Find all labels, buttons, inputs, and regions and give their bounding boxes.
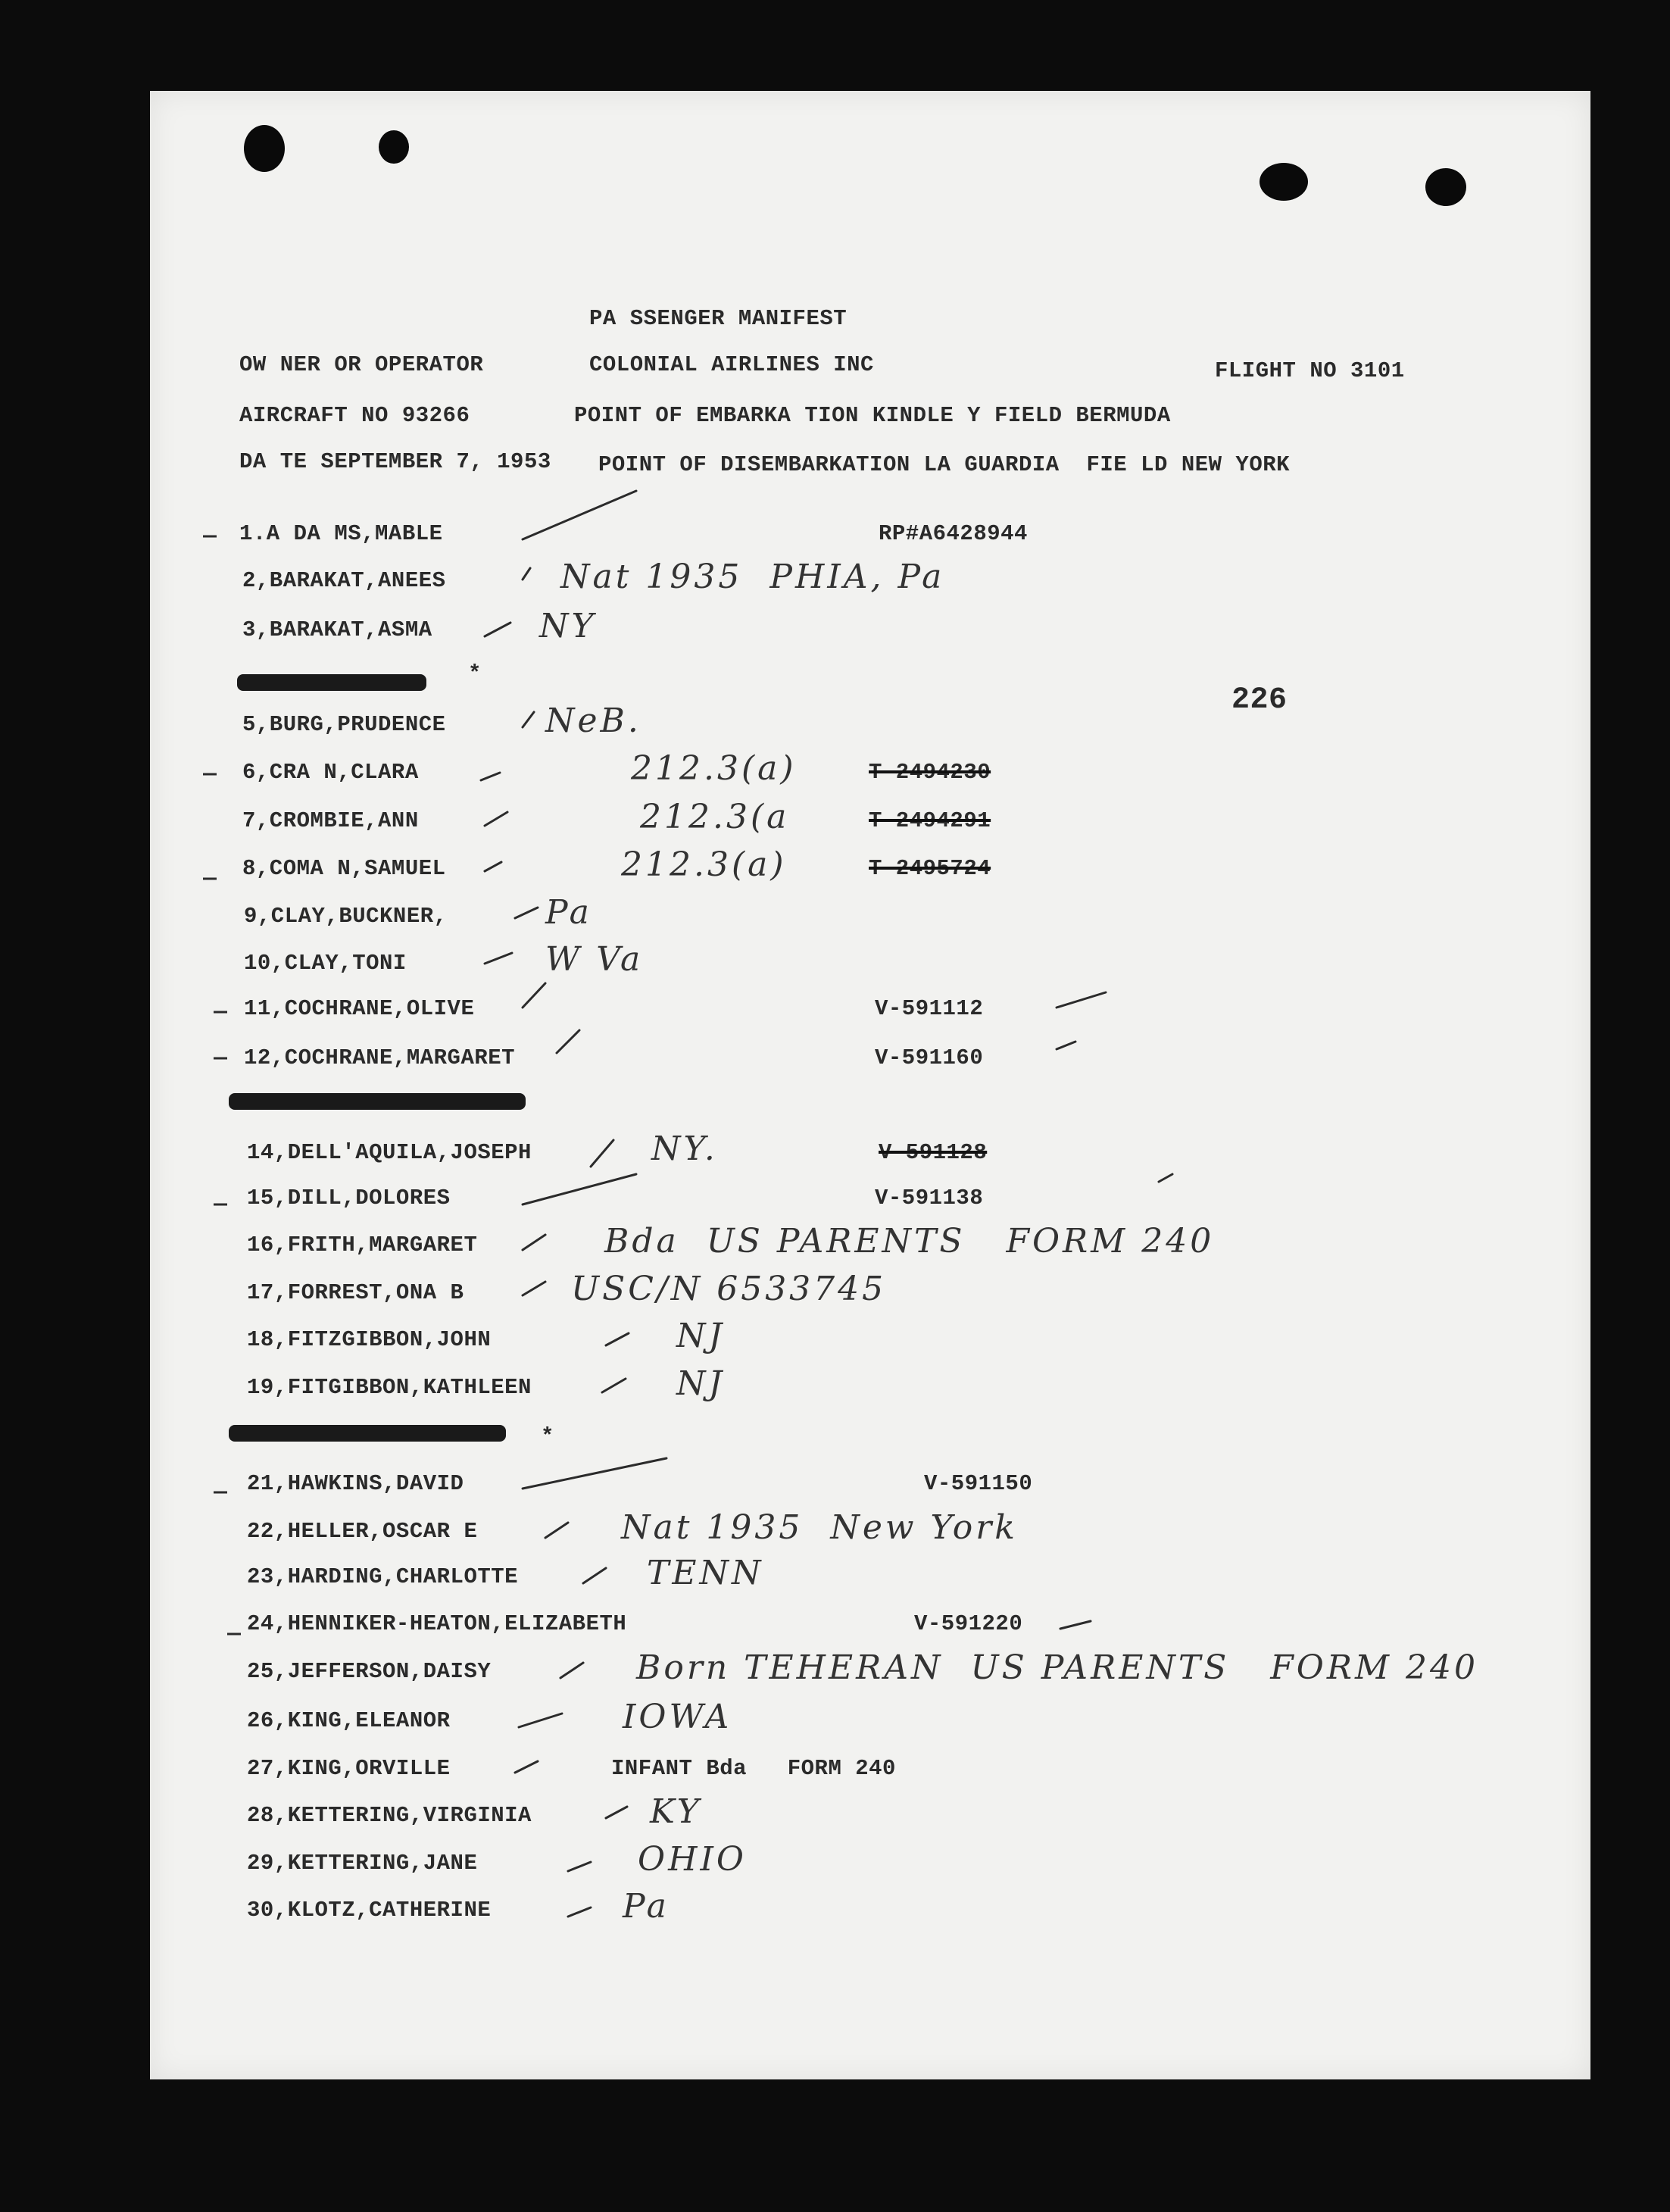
punch-hole-2: [379, 130, 409, 164]
passenger-document-number: T-2495724: [869, 856, 991, 881]
passenger-name: 24,HENNIKER-HEATON,ELIZABETH: [247, 1611, 627, 1636]
passenger-handwritten-note: Nat 1935 PHIA, Pa: [560, 558, 945, 596]
passenger-name: 5,BURG,PRUDENCE: [242, 712, 446, 737]
passenger-handwritten-note: Pa: [623, 1887, 670, 1926]
passenger-name: 16,FRITH,MARGARET: [247, 1233, 478, 1258]
passenger-name: 18,FITZGIBBON,JOHN: [247, 1327, 492, 1352]
passenger-document-number: V-591220: [914, 1611, 1023, 1636]
passenger-handwritten-note: 212.3(a): [621, 845, 787, 884]
passenger-name: 23,HARDING,CHARLOTTE: [247, 1564, 519, 1589]
manifest-page: [150, 91, 1590, 2079]
passenger-handwritten-note: IOWA: [623, 1698, 732, 1736]
passenger-document-number: T-2494230: [869, 760, 991, 785]
passenger-name: 1.A DA MS,MABLE: [239, 521, 443, 546]
aircraft-number: AIRCRAFT NO 93266: [239, 403, 470, 428]
passenger-handwritten-note: INFANT Bda FORM 240: [611, 1756, 896, 1781]
passenger-handwritten-note: Born TEHERAN US PARENTS FORM 240: [636, 1648, 1479, 1687]
passenger-handwritten-note: NeB.: [545, 701, 641, 740]
punch-hole-3: [1260, 163, 1308, 201]
disembarkation-point: POINT OF DISEMBARKATION LA GUARDIA FIE LD NEW YORK: [598, 452, 1291, 477]
passenger-name: 3,BARAKAT,ASMA: [242, 617, 432, 642]
entry-4-asterisk: *: [468, 661, 482, 686]
page-number: 226: [1231, 683, 1288, 717]
passenger-handwritten-note: 212.3(a): [631, 749, 797, 788]
passenger-document-number: T-2494291: [869, 808, 991, 833]
passenger-name: 15,DILL,DOLORES: [247, 1186, 451, 1211]
embarkation-point: POINT OF EMBARKA TION KINDLE Y FIELD BERMUDA: [574, 403, 1171, 428]
passenger-name: 6,CRA N,CLARA: [242, 760, 419, 785]
passenger-handwritten-note: W Va: [545, 940, 644, 979]
passenger-name: 28,KETTERING,VIRGINIA: [247, 1803, 532, 1828]
passenger-name: 12,COCHRANE,MARGARET: [244, 1045, 516, 1070]
passenger-document-number: V-591138: [875, 1186, 984, 1211]
owner-label: OW NER OR OPERATOR: [239, 352, 484, 377]
punch-hole-1: [244, 125, 285, 172]
passenger-name: 29,KETTERING,JANE: [247, 1851, 478, 1876]
passenger-handwritten-note: NY.: [651, 1129, 718, 1168]
passenger-name: 8,COMA N,SAMUEL: [242, 856, 446, 881]
redacted-entry-13: [229, 1093, 526, 1110]
passenger-handwritten-note: Bda US PARENTS FORM 240: [604, 1222, 1215, 1261]
passenger-name: 10,CLAY,TONI: [244, 951, 407, 976]
passenger-name: 30,KLOTZ,CATHERINE: [247, 1898, 492, 1923]
passenger-handwritten-note: NY: [539, 607, 597, 645]
passenger-handwritten-note: NJ: [676, 1317, 726, 1355]
redacted-entry-4: [237, 674, 426, 691]
passenger-document-number: V-591128: [879, 1140, 988, 1165]
passenger-name: 11,COCHRANE,OLIVE: [244, 996, 475, 1021]
passenger-handwritten-note: Pa: [545, 893, 592, 932]
passenger-name: 9,CLAY,BUCKNER,: [244, 904, 448, 929]
manifest-date: DA TE SEPTEMBER 7, 1953: [239, 449, 551, 474]
passenger-handwritten-note: TENN: [647, 1554, 764, 1592]
passenger-handwritten-note: OHIO: [638, 1840, 747, 1879]
entry-20-asterisk: *: [541, 1424, 554, 1449]
passenger-name: 26,KING,ELEANOR: [247, 1708, 451, 1733]
passenger-document-number: V-591112: [875, 996, 984, 1021]
passenger-name: 25,JEFFERSON,DAISY: [247, 1659, 492, 1684]
passenger-name: 21,HAWKINS,DAVID: [247, 1471, 464, 1496]
passenger-name: 27,KING,ORVILLE: [247, 1756, 451, 1781]
redacted-entry-20: [229, 1425, 506, 1442]
manifest-title: PA SSENGER MANIFEST: [589, 306, 847, 331]
passenger-handwritten-note: Nat 1935 New York: [621, 1508, 1018, 1547]
passenger-document-number: V-591150: [924, 1471, 1033, 1496]
passenger-name: 22,HELLER,OSCAR E: [247, 1519, 478, 1544]
passenger-document-number: RP#A6428944: [879, 521, 1028, 546]
passenger-name: 19,FITGIBBON,KATHLEEN: [247, 1375, 532, 1400]
flight-number: FLIGHT NO 3101: [1215, 358, 1405, 383]
punch-hole-4: [1425, 168, 1466, 206]
passenger-document-number: V-591160: [875, 1045, 984, 1070]
owner-value: COLONIAL AIRLINES INC: [589, 352, 874, 377]
passenger-name: 14,DELL'AQUILA,JOSEPH: [247, 1140, 532, 1165]
passenger-handwritten-note: 212.3(a: [640, 798, 790, 836]
passenger-handwritten-note: KY: [650, 1792, 702, 1831]
passenger-handwritten-note: USC/N 6533745: [571, 1270, 887, 1308]
passenger-name: 17,FORREST,ONA B: [247, 1280, 464, 1305]
passenger-name: 2,BARAKAT,ANEES: [242, 568, 446, 593]
passenger-handwritten-note: NJ: [676, 1364, 726, 1403]
passenger-name: 7,CROMBIE,ANN: [242, 808, 419, 833]
